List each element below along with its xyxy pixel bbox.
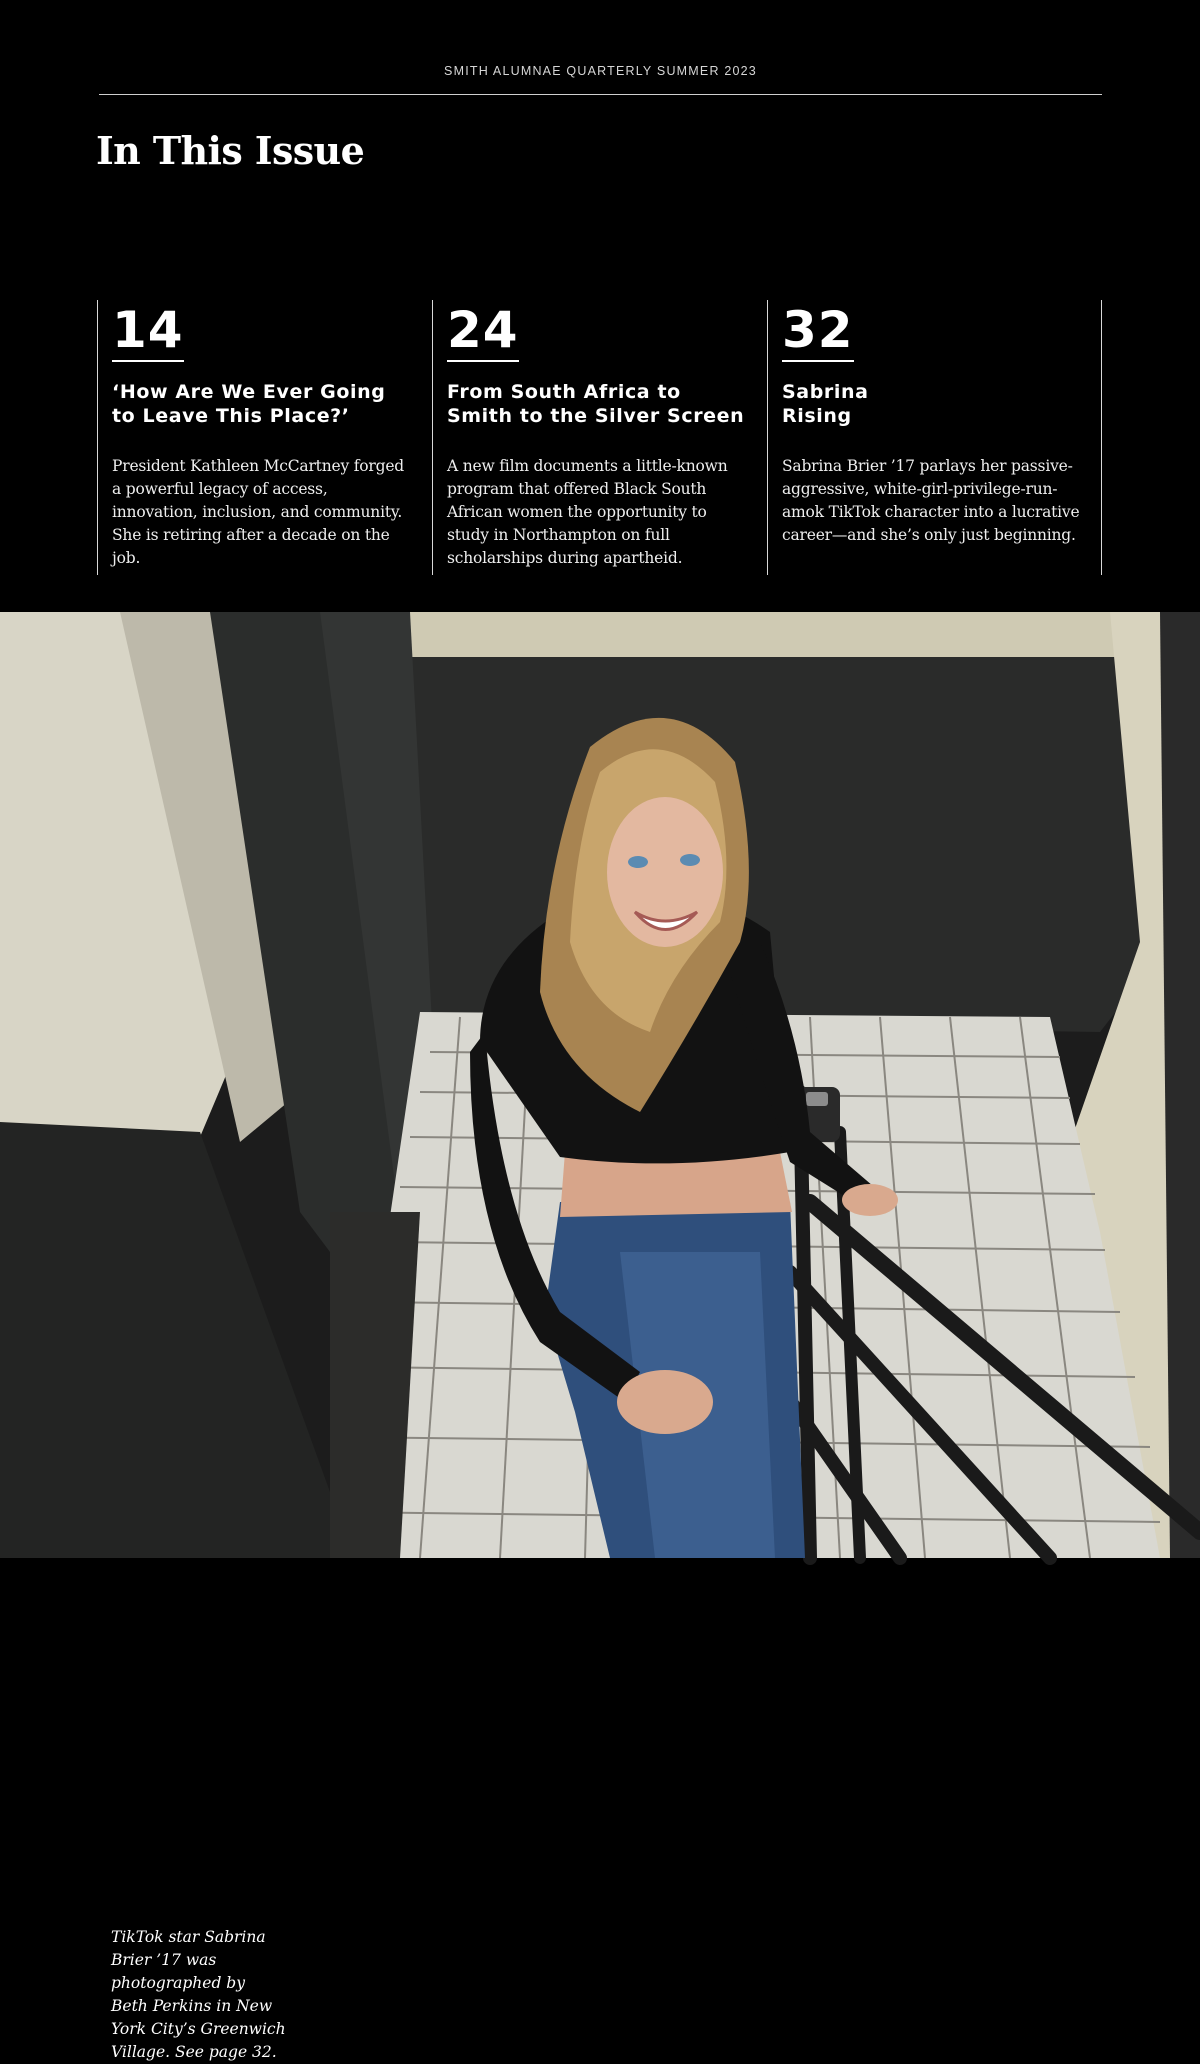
photo-caption: TikTok star Sabrina Brier ’17 was photographed by Beth Perkins in New York City’s Greenwich Village. See page 32. [111, 1928, 286, 2061]
story-description: President Kathleen McCartney forged a powerful legacy of access, innovation, inclusion, and community. She is retiring after a decade on the job. [112, 457, 405, 567]
masthead-rule [99, 94, 1102, 95]
masthead: SMITH ALUMNAE QUARTERLY SUMMER 2023 [444, 64, 757, 78]
contents-header-section [0, 0, 1200, 612]
story-column-2[interactable] [432, 300, 767, 575]
story-page-number: 32 [782, 302, 854, 362]
story-headline[interactable]: From South Africa to Smith to the Silver Screen [447, 381, 745, 427]
story-column-1[interactable] [97, 300, 432, 575]
story-headline[interactable]: ‘How Are We Ever Going to Leave This Place?’ [112, 381, 386, 427]
story-description: Sabrina Brier ’17 parlays her passive-aggressive, white-girl-privilege-run-amok TikTok character into a lucrative career—and she’s only just beginning. [782, 457, 1080, 544]
stairwell-photo-illustration [0, 612, 1200, 1558]
story-page-number: 24 [447, 302, 519, 362]
story-page-number: 14 [112, 302, 184, 362]
page-title: In This Issue [96, 128, 365, 173]
story-column-3[interactable] [767, 300, 1102, 575]
story-headline[interactable]: Sabrina Rising [782, 381, 869, 427]
story-description: A new film documents a little-known program that offered Black South African women the opportunity to study in Northampton on full scholarships during apartheid. [447, 457, 728, 567]
cover-photo [0, 612, 1200, 2061]
